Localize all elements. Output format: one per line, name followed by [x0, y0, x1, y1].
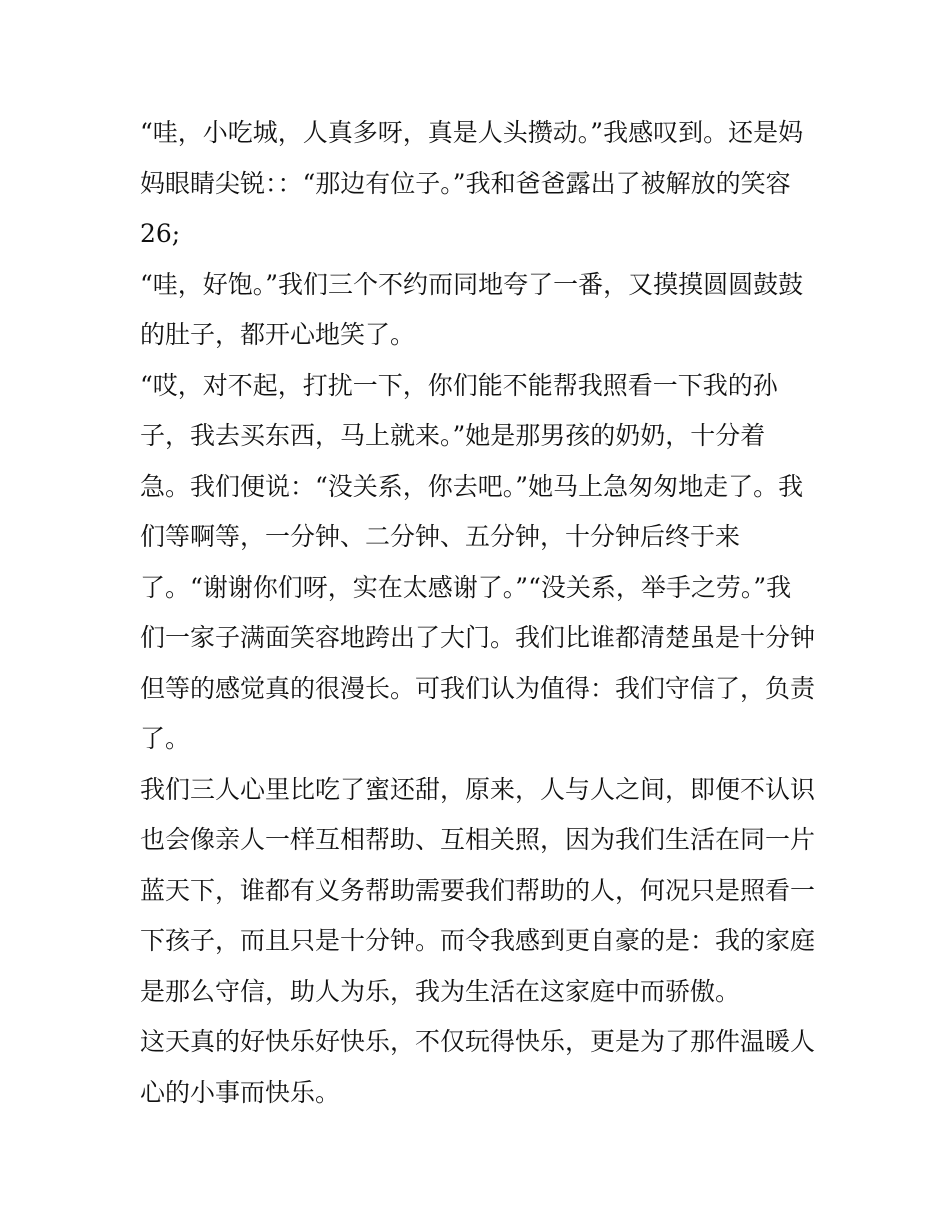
text-line: 心的小事而快乐。: [140, 1077, 341, 1107]
text-line: 也会像亲人一样互相帮助、互相关照，因为我们生活在同一片: [140, 825, 816, 854]
text-line: 蓝天下，谁都有义务帮助需要我们帮助的人，何况只是照看一: [140, 875, 816, 905]
text-line: 但等的感觉真的很漫长。可我们认为值得：我们守信了，负责: [140, 673, 816, 703]
text-line: 是那么守信，助人为乐，我为生活在这家庭中而骄傲。: [140, 976, 741, 1006]
text-line: 们等啊等，一分钟、二分钟、五分钟，十分钟后终于来: [140, 522, 741, 551]
text-line: “哇，好饱。”我们三个不约而同地夸了一番，又摸摸圆圆鼓鼓: [140, 269, 804, 299]
text-line: “哇，小吃城，人真多呀，真是人头攒动。”我感叹到。还是妈: [140, 118, 804, 147]
text-line: 们一家子满面笑容地跨出了大门。我们比谁都清楚虽是十分钟: [140, 623, 816, 652]
text-line: 的肚子，都开心地笑了。: [140, 320, 416, 349]
text-line: 我们三人心里比吃了蜜还甜，原来，人与人之间，即便不认识: [140, 774, 816, 804]
text-line: 妈眼睛尖锐：：“那边有位子。”我和爸爸露出了被解放的笑容: [140, 168, 791, 198]
text-line: 急。我们便说：“没关系，你去吧。”她马上急匆匆地走了。我: [140, 471, 804, 501]
text-line: 了。: [140, 724, 191, 753]
text-line: 了。“谢谢你们呀，实在太感谢了。”“没关系，举手之劳。”我: [140, 572, 792, 602]
text-line: 下孩子，而且只是十分钟。而令我感到更自豪的是：我的家庭: [140, 926, 816, 955]
text-line: 子，我去买东西，马上就来。”她是那男孩的奶奶，十分着: [140, 421, 766, 450]
text-line: “哎，对不起，打扰一下，你们能不能帮我照看一下我的孙: [140, 370, 778, 400]
text-line: 这天真的好快乐好快乐，不仅玩得快乐，更是为了那件温暖人: [140, 1027, 816, 1056]
document-body: [140, 108, 820, 1118]
text-line: 26;: [140, 219, 181, 248]
